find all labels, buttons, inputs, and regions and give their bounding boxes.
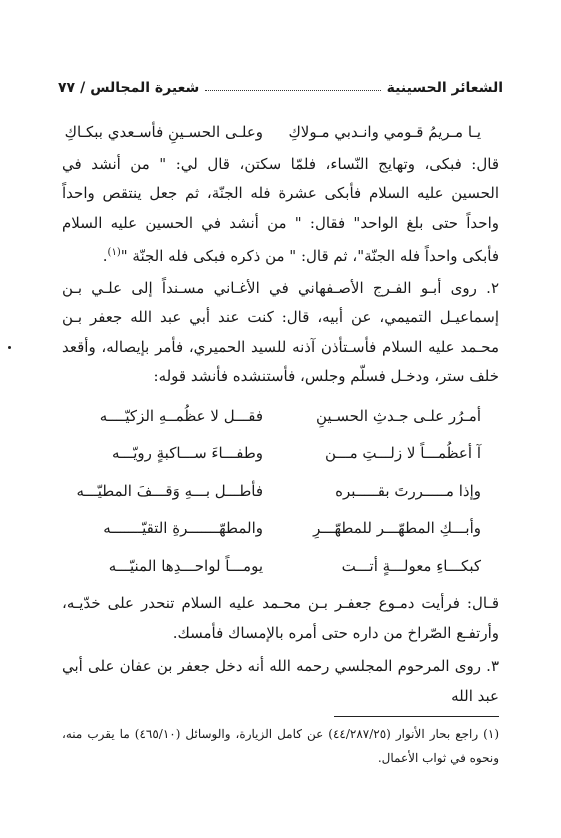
poem-couplet xyxy=(62,398,499,436)
paragraph xyxy=(62,150,499,272)
running-header xyxy=(58,74,503,96)
poem xyxy=(62,398,499,586)
verse-second-hemistich: وعلـى الحسـينِ فأسـعدي ببكـاكِ xyxy=(64,123,264,141)
poem-second-hemistich: يومـــاً لواحـــدِها المنيّـــه xyxy=(108,556,264,575)
page-body xyxy=(62,112,499,711)
poem-couplet xyxy=(62,435,499,473)
poem-couplet xyxy=(62,548,499,586)
footnote-rule xyxy=(334,716,499,717)
poem-second-hemistich: فقـــل لا عظُمــهِ الزكيّــــه xyxy=(99,406,264,425)
poem-second-hemistich: وطفـــاءَ ســـاكبةٍ رويّـــه xyxy=(111,444,264,462)
paragraph-text: ٣. روى المرحوم المجلسي رحمه الله أنه دخل جعفر بن عفان على أبي عبد الله xyxy=(62,657,499,705)
footnote xyxy=(62,722,499,770)
verse-couplet xyxy=(62,118,499,148)
paragraph xyxy=(62,589,499,648)
footnote-ref: (١) xyxy=(107,247,121,258)
poem-first-hemistich: وأبـــكِ المطهّـــر للمطهّـــرِ xyxy=(313,519,481,537)
footnote-text: (١) راجع بحار الأنوار (٤٤/٢٨٧/٢٥) عن كامل الزيارة، والوسائل (٤٦٥/١٠) ما يقرب منه، ونحوه في ثواب الأعمال. xyxy=(62,727,499,765)
poem-first-hemistich: كبكـــاءِ معولـــةٍ أتـــت xyxy=(341,556,481,575)
poem-first-hemistich: أمـرُر علـى جـدثِ الحسـينِ xyxy=(315,406,481,425)
paragraph-text: قـال: فرأيت دمـوع جعفـر بـن محـمد عليه السلام تنحدر على خدّيـه، وأرتفـع الصّراخ من داره حتى أمره بالإمساك فأمسك. xyxy=(62,594,499,642)
poem-second-hemistich: فأطـــل بـــهِ وَقـــفَ المطيّـــه xyxy=(76,481,264,500)
page-number: ٧٧ xyxy=(58,80,76,96)
poem-couplet xyxy=(62,510,499,548)
paragraph xyxy=(62,274,499,392)
header-separator: / xyxy=(80,80,86,96)
poem-first-hemistich: آ أعظُمـــاً لا زلـــتِ مـــن xyxy=(324,444,481,462)
poem-couplet xyxy=(62,473,499,511)
poem-first-hemistich: وإذا مـــــررتَ بقـــــبره xyxy=(335,481,481,500)
chapter-title: شعيرة المجالس xyxy=(90,80,200,96)
paragraph-end: . xyxy=(102,247,108,265)
paragraph xyxy=(62,652,499,711)
verse-first-hemistich: يـا مـريمُ قـومي وانـدبي مـولاكِ xyxy=(288,123,481,141)
dotted-leader xyxy=(205,90,380,91)
book-title: الشعائر الحسينية xyxy=(386,80,503,96)
poem-second-hemistich: والمطهّـــــــرةِ التقيّـــــــه xyxy=(103,519,264,537)
paragraph-text: ٢. روى أبـو الفـرج الأصـفهاني في الأغـاني مسـنداً إلى علـي بـن إسماعيـل التميمي، عن أبيه، قال: كنت عند أبي عبد الله جعفر بـن محـمد عليه السلام فأسـتأذن آذنه للسيد الحميري، فأمر بإيصاله، وأقعد خلف ستر، ودخـل فسلّم وجلس، فأستنشده فأنشد قوله: xyxy=(62,278,499,385)
margin-mark xyxy=(8,346,11,349)
paragraph-text: قال: فبكى، وتهايج النّساء، فلمّا سكتن، قال لي: " من أنشد في الحسين عليه السلام فأبكى عشرة فله الجنّة، ثم جعل ينتقص واحداً واحداً حتى بلغ الواحد" فقال: " من أنشد في الحسين عليه السلام فأبكى واحداً فله الجنّة"، ثم قال: " من ذكره فبكى فله الجنّة " xyxy=(62,154,499,265)
